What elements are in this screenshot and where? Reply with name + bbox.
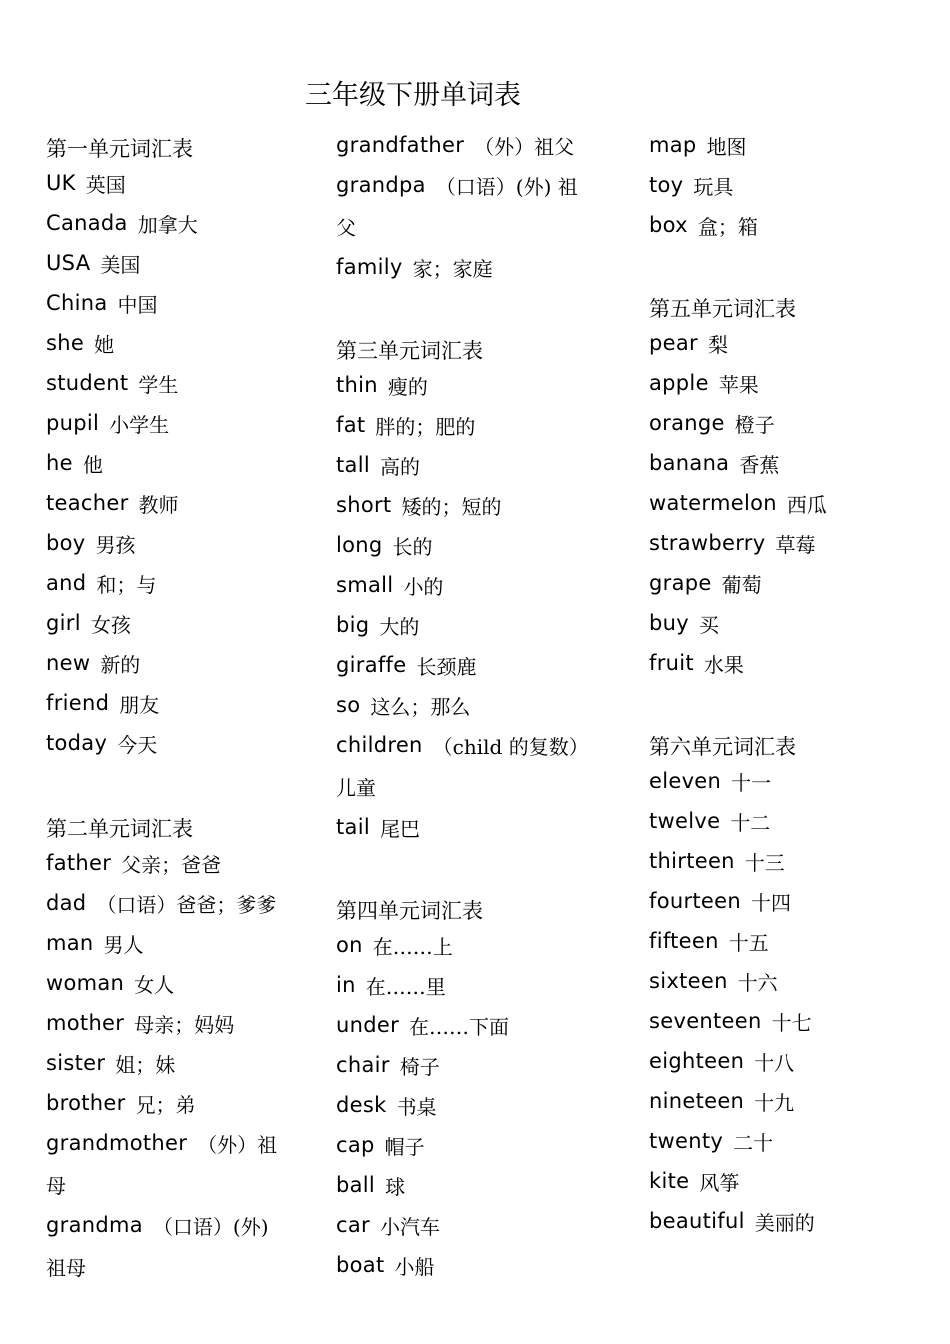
vocab-word: small bbox=[336, 573, 394, 597]
vocab-entry bbox=[336, 807, 626, 847]
vocab-entry bbox=[649, 801, 939, 841]
vocab-meaning: 在……下面 bbox=[409, 1014, 510, 1039]
vocab-entry bbox=[336, 125, 626, 165]
vocab-word: cap bbox=[336, 1133, 375, 1157]
vocab-word: sixteen bbox=[649, 969, 728, 993]
spacer bbox=[649, 683, 939, 723]
vocab-entry bbox=[46, 883, 316, 923]
vocab-meaning-continued bbox=[46, 1163, 316, 1205]
vocab-entry bbox=[46, 323, 316, 363]
vocab-meaning: （口语）(外) 祖 bbox=[435, 174, 578, 199]
unit-2-list-continued bbox=[336, 125, 626, 287]
vocab-entry bbox=[336, 445, 626, 485]
vocab-entry bbox=[649, 443, 939, 483]
vocab-meaning: 十八 bbox=[754, 1050, 795, 1075]
vocab-word: desk bbox=[336, 1093, 387, 1117]
vocab-meaning: 葡萄 bbox=[721, 572, 762, 597]
vocab-meaning: 小的 bbox=[403, 574, 444, 599]
vocab-word: brother bbox=[46, 1091, 126, 1115]
vocab-entry bbox=[336, 1005, 626, 1045]
vocab-meaning: 在……上 bbox=[372, 934, 453, 959]
spacer bbox=[336, 847, 626, 887]
vocab-word: he bbox=[46, 451, 73, 475]
vocab-entry bbox=[649, 1001, 939, 1041]
vocab-meaning: 和；与 bbox=[96, 572, 157, 597]
vocab-word: grandmother bbox=[46, 1131, 188, 1155]
vocab-entry bbox=[649, 363, 939, 403]
vocab-meaning: 女孩 bbox=[90, 612, 131, 637]
vocab-word: banana bbox=[649, 451, 730, 475]
vocab-meaning: 十七 bbox=[771, 1010, 812, 1035]
vocab-entry bbox=[46, 1123, 316, 1163]
vocab-entry bbox=[336, 685, 626, 725]
vocab-entry bbox=[336, 1125, 626, 1165]
unit-3-heading: 第三单元词汇表 bbox=[336, 339, 483, 363]
vocab-meaning: 小汽车 bbox=[379, 1214, 440, 1239]
vocab-word: student bbox=[46, 371, 129, 395]
vocab-entry bbox=[336, 247, 626, 287]
vocab-meaning-wrap: 母 bbox=[46, 1173, 66, 1198]
vocab-word: sister bbox=[46, 1051, 106, 1075]
vocab-meaning-wrap: 儿童 bbox=[336, 775, 376, 800]
vocab-meaning: 玩具 bbox=[693, 174, 734, 199]
vocab-word: mother bbox=[46, 1011, 125, 1035]
vocab-meaning: 美国 bbox=[100, 252, 141, 277]
vocab-word: fat bbox=[336, 413, 366, 437]
unit-4-list bbox=[336, 925, 626, 1285]
column-2 bbox=[336, 125, 626, 1285]
vocab-entry bbox=[336, 605, 626, 645]
vocab-meaning: （外）祖 bbox=[197, 1132, 278, 1157]
vocab-meaning: 家；家庭 bbox=[412, 256, 493, 281]
vocab-meaning: 地图 bbox=[706, 134, 747, 159]
vocab-meaning: 小船 bbox=[394, 1254, 435, 1279]
vocab-word: buy bbox=[649, 611, 689, 635]
vocab-word: grandfather bbox=[336, 133, 465, 157]
vocab-word: children bbox=[336, 733, 423, 757]
vocab-word: woman bbox=[46, 971, 125, 995]
vocab-meaning: 橙子 bbox=[734, 412, 775, 437]
vocab-word: beautiful bbox=[649, 1209, 745, 1233]
vocab-entry bbox=[336, 565, 626, 605]
unit-6-list bbox=[649, 761, 939, 1241]
vocab-word: new bbox=[46, 651, 91, 675]
vocab-meaning: 美丽的 bbox=[754, 1210, 815, 1235]
vocab-entry bbox=[649, 961, 939, 1001]
unit-5-list bbox=[649, 323, 939, 683]
vocab-word: pupil bbox=[46, 411, 100, 435]
vocab-entry bbox=[649, 1161, 939, 1201]
vocab-word: fourteen bbox=[649, 889, 741, 913]
vocab-word: friend bbox=[46, 691, 110, 715]
vocab-word: nineteen bbox=[649, 1089, 745, 1113]
vocab-meaning-wrap: 祖母 bbox=[46, 1255, 86, 1280]
page-title: 三年级下册单词表 bbox=[305, 80, 521, 111]
vocab-meaning: 十二 bbox=[730, 810, 771, 835]
vocab-meaning: 长的 bbox=[392, 534, 433, 559]
vocab-word: big bbox=[336, 613, 370, 637]
unit-1-list bbox=[46, 163, 316, 763]
vocab-meaning: 球 bbox=[385, 1174, 406, 1199]
vocab-entry bbox=[46, 283, 316, 323]
vocab-entry bbox=[649, 881, 939, 921]
vocab-meaning: （child 的复数） bbox=[432, 734, 589, 759]
vocab-entry bbox=[649, 563, 939, 603]
unit-5-heading: 第五单元词汇表 bbox=[649, 297, 796, 321]
vocab-word: under bbox=[336, 1013, 400, 1037]
vocab-meaning: 十一 bbox=[731, 770, 772, 795]
vocab-meaning: 长颈鹿 bbox=[416, 654, 477, 679]
vocab-entry bbox=[649, 403, 939, 443]
vocab-word: tall bbox=[336, 453, 370, 477]
vocab-word: toy bbox=[649, 173, 684, 197]
vocab-entry bbox=[649, 1081, 939, 1121]
vocab-entry bbox=[336, 1205, 626, 1245]
unit-4-heading: 第四单元词汇表 bbox=[336, 899, 483, 923]
vocab-word: fruit bbox=[649, 651, 694, 675]
spacer bbox=[46, 763, 316, 805]
vocab-word: today bbox=[46, 731, 108, 755]
vocab-meaning: 胖的；肥的 bbox=[375, 414, 476, 439]
vocab-entry bbox=[46, 563, 316, 603]
vocab-word: grandpa bbox=[336, 173, 426, 197]
vocab-meaning: 十六 bbox=[737, 970, 778, 995]
vocab-meaning: 在……里 bbox=[365, 974, 446, 999]
vocab-meaning: 朋友 bbox=[119, 692, 160, 717]
vocab-meaning: 学生 bbox=[138, 372, 179, 397]
vocab-word: dad bbox=[46, 891, 87, 915]
unit-2-heading: 第二单元词汇表 bbox=[46, 817, 193, 841]
vocab-word: eighteen bbox=[649, 1049, 745, 1073]
vocab-entry bbox=[46, 603, 316, 643]
vocab-meaning: 草莓 bbox=[775, 532, 816, 557]
vocab-word: UK bbox=[46, 171, 76, 195]
vocab-entry bbox=[46, 923, 316, 963]
vocab-word: thin bbox=[336, 373, 378, 397]
vocab-word: man bbox=[46, 931, 94, 955]
vocab-entry bbox=[46, 1043, 316, 1083]
unit-6-heading: 第六单元词汇表 bbox=[649, 735, 796, 759]
vocab-word: girl bbox=[46, 611, 81, 635]
vocab-meaning: 父亲；爸爸 bbox=[121, 852, 222, 877]
column-1 bbox=[46, 125, 316, 1287]
vocab-entry bbox=[336, 1085, 626, 1125]
vocab-word: giraffe bbox=[336, 653, 407, 677]
vocab-meaning: 椅子 bbox=[399, 1054, 440, 1079]
vocab-meaning: 女人 bbox=[134, 972, 175, 997]
vocab-entry bbox=[46, 163, 316, 203]
vocab-word: boy bbox=[46, 531, 86, 555]
vocab-entry bbox=[649, 205, 939, 245]
vocab-word: orange bbox=[649, 411, 725, 435]
vocab-meaning: 中国 bbox=[117, 292, 158, 317]
vocab-word: China bbox=[46, 291, 108, 315]
vocab-word: car bbox=[336, 1213, 370, 1237]
vocab-meaning: 买 bbox=[698, 612, 719, 637]
vocab-meaning: 十三 bbox=[744, 850, 785, 875]
vocab-entry bbox=[46, 723, 316, 763]
vocab-entry bbox=[336, 645, 626, 685]
vocab-entry bbox=[649, 483, 939, 523]
vocab-word: teacher bbox=[46, 491, 129, 515]
vocab-word: grape bbox=[649, 571, 712, 595]
vocab-entry bbox=[46, 443, 316, 483]
vocab-entry bbox=[336, 965, 626, 1005]
vocab-entry bbox=[336, 1165, 626, 1205]
vocab-entry bbox=[649, 761, 939, 801]
column-3 bbox=[649, 125, 939, 1241]
vocab-entry bbox=[46, 523, 316, 563]
vocab-entry bbox=[46, 1083, 316, 1123]
vocab-word: family bbox=[336, 255, 403, 279]
unit-3-list bbox=[336, 365, 626, 847]
vocab-meaning: 苹果 bbox=[718, 372, 759, 397]
vocab-entry bbox=[336, 1245, 626, 1285]
vocab-meaning-wrap: 父 bbox=[336, 215, 356, 240]
vocab-meaning: （口语）爸爸；爹爹 bbox=[96, 892, 277, 917]
vocab-meaning: 十四 bbox=[750, 890, 791, 915]
spacer bbox=[336, 287, 626, 327]
vocab-entry bbox=[46, 1003, 316, 1043]
vocab-word: seventeen bbox=[649, 1009, 762, 1033]
vocab-entry bbox=[336, 165, 626, 205]
vocab-entry bbox=[46, 643, 316, 683]
vocab-word: she bbox=[46, 331, 85, 355]
vocab-meaning-continued bbox=[336, 765, 626, 807]
vocab-meaning: 书桌 bbox=[396, 1094, 437, 1119]
vocab-entry bbox=[336, 365, 626, 405]
vocab-entry bbox=[46, 403, 316, 443]
vocab-entry bbox=[46, 203, 316, 243]
vocab-meaning: 十五 bbox=[728, 930, 769, 955]
vocab-meaning: 这么；那么 bbox=[370, 694, 471, 719]
vocab-word: fifteen bbox=[649, 929, 719, 953]
vocab-entry bbox=[336, 485, 626, 525]
vocab-entry bbox=[336, 725, 626, 765]
vocab-meaning: 瘦的 bbox=[387, 374, 428, 399]
vocab-meaning: 他 bbox=[82, 452, 103, 477]
vocab-entry bbox=[649, 1041, 939, 1081]
vocab-word: strawberry bbox=[649, 531, 766, 555]
vocab-meaning: 英国 bbox=[85, 172, 126, 197]
vocab-entry bbox=[46, 683, 316, 723]
vocab-meaning: 教师 bbox=[138, 492, 179, 517]
vocab-word: watermelon bbox=[649, 491, 777, 515]
vocab-meaning: 姐；妹 bbox=[115, 1052, 176, 1077]
vocab-meaning: 二十 bbox=[733, 1130, 774, 1155]
vocab-word: twenty bbox=[649, 1129, 724, 1153]
vocab-word: in bbox=[336, 973, 356, 997]
vocab-meaning: 尾巴 bbox=[379, 816, 420, 841]
vocab-entry bbox=[649, 921, 939, 961]
vocab-meaning: 梨 bbox=[707, 332, 728, 357]
vocab-meaning-continued bbox=[336, 205, 626, 247]
vocab-word: boat bbox=[336, 1253, 385, 1277]
vocab-word: tail bbox=[336, 815, 370, 839]
spacer bbox=[649, 245, 939, 285]
vocab-entry bbox=[649, 841, 939, 881]
vocab-entry bbox=[649, 323, 939, 363]
vocab-meaning: 母亲；妈妈 bbox=[134, 1012, 235, 1037]
vocab-word: thirteen bbox=[649, 849, 735, 873]
vocab-meaning: （外）祖父 bbox=[474, 134, 575, 159]
vocab-word: grandma bbox=[46, 1213, 143, 1237]
vocab-entry bbox=[649, 1201, 939, 1241]
vocab-entry bbox=[46, 243, 316, 283]
vocab-meaning: 盒；箱 bbox=[697, 214, 758, 239]
vocab-meaning: 西瓜 bbox=[786, 492, 827, 517]
vocab-entry bbox=[649, 603, 939, 643]
vocab-meaning: 她 bbox=[94, 332, 115, 357]
vocab-meaning: 香蕉 bbox=[739, 452, 780, 477]
unit-1-heading: 第一单元词汇表 bbox=[46, 137, 193, 161]
vocab-meaning: 帽子 bbox=[384, 1134, 425, 1159]
vocab-meaning: 兄；弟 bbox=[135, 1092, 196, 1117]
vocab-word: apple bbox=[649, 371, 709, 395]
vocab-entry bbox=[649, 523, 939, 563]
vocab-word: short bbox=[336, 493, 392, 517]
vocab-meaning: 今天 bbox=[117, 732, 158, 757]
vocab-meaning: 加拿大 bbox=[137, 212, 198, 237]
vocab-entry bbox=[649, 165, 939, 205]
vocab-word: USA bbox=[46, 251, 91, 275]
vocab-word: pear bbox=[649, 331, 698, 355]
vocab-word: twelve bbox=[649, 809, 721, 833]
vocab-meaning: （口语）(外) bbox=[152, 1214, 269, 1239]
vocab-meaning: 小学生 bbox=[109, 412, 170, 437]
vocab-meaning: 风筝 bbox=[699, 1170, 740, 1195]
vocab-entry bbox=[336, 405, 626, 445]
vocab-meaning: 男孩 bbox=[95, 532, 136, 557]
vocab-entry bbox=[649, 125, 939, 165]
vocab-meaning: 矮的；短的 bbox=[401, 494, 502, 519]
vocab-word: kite bbox=[649, 1169, 690, 1193]
vocab-word: father bbox=[46, 851, 112, 875]
unit-4-list-continued bbox=[649, 125, 939, 245]
vocab-meaning: 新的 bbox=[100, 652, 141, 677]
vocab-entry bbox=[46, 483, 316, 523]
vocab-word: Canada bbox=[46, 211, 128, 235]
unit-2-list bbox=[46, 843, 316, 1287]
vocab-meaning: 十九 bbox=[754, 1090, 795, 1115]
vocab-entry bbox=[649, 1121, 939, 1161]
vocab-word: on bbox=[336, 933, 363, 957]
vocab-entry bbox=[46, 963, 316, 1003]
vocab-entry bbox=[336, 1045, 626, 1085]
vocab-word: ball bbox=[336, 1173, 376, 1197]
vocab-word: chair bbox=[336, 1053, 390, 1077]
vocab-meaning: 男人 bbox=[103, 932, 144, 957]
vocab-entry bbox=[649, 643, 939, 683]
vocab-entry bbox=[46, 1205, 316, 1245]
vocab-meaning-continued bbox=[46, 1245, 316, 1287]
vocab-meaning: 大的 bbox=[379, 614, 420, 639]
vocab-word: box bbox=[649, 213, 688, 237]
vocab-entry bbox=[46, 843, 316, 883]
vocab-word: map bbox=[649, 133, 697, 157]
vocab-entry bbox=[46, 363, 316, 403]
vocab-meaning: 水果 bbox=[703, 652, 744, 677]
vocab-entry bbox=[336, 925, 626, 965]
vocab-word: long bbox=[336, 533, 383, 557]
vocab-word: so bbox=[336, 693, 361, 717]
vocab-word: and bbox=[46, 571, 87, 595]
vocab-meaning: 高的 bbox=[379, 454, 420, 479]
vocab-entry bbox=[336, 525, 626, 565]
vocab-word: eleven bbox=[649, 769, 722, 793]
